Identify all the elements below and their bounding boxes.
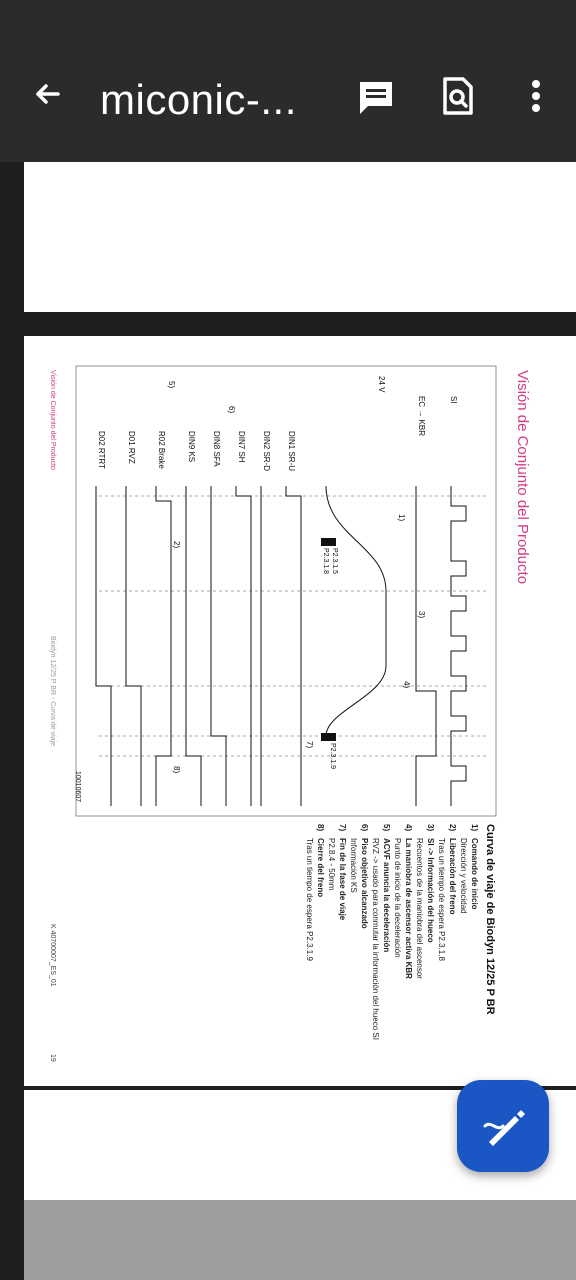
find-in-page-icon[interactable] (436, 74, 480, 118)
panel-item-number: 1) (470, 824, 479, 832)
panel-item-heading: ACVF anuncia la deceleración (382, 838, 391, 953)
panel-item (414, 824, 436, 1054)
panel-item-number: 4) (404, 824, 413, 832)
pdf-page-previous[interactable] (24, 162, 576, 312)
page-loading-placeholder (24, 1200, 576, 1280)
marker: 7) (305, 741, 314, 749)
signal-label: SI (449, 396, 458, 404)
footer-left: Visión de Conjunto del Producto (49, 370, 56, 470)
marker: 1) (397, 514, 406, 522)
panel-item (326, 824, 348, 1054)
panel-item-text: Información KS (349, 838, 358, 893)
footer-code: K 40700007_ES_01 (49, 924, 56, 987)
panel-item-heading: Cierre del freno (316, 838, 325, 898)
marker: 6) (227, 406, 236, 414)
signal-label: D02 RTRT (97, 431, 106, 469)
signal-label: DIN9 KS (187, 431, 196, 463)
panel-item-number: 5) (382, 824, 391, 832)
panel-item-text: Punto de inicio de la deceleración (393, 838, 402, 958)
panel-item-text: Tras un tiempo de espera P2.3.1.9 (305, 838, 314, 961)
edit-pen-icon (457, 1080, 549, 1172)
signal-label: DIN7 SH (237, 431, 246, 463)
panel-item-heading: Liberación del freno (448, 838, 457, 915)
panel-item-number: 2) (448, 824, 457, 832)
panel-item-number: 3) (426, 824, 435, 832)
panel-item (392, 824, 414, 1054)
marker: 4) (402, 681, 411, 689)
panel-item-heading: Comando de inicio (470, 838, 479, 910)
document-title: miconic-... (100, 76, 297, 123)
param-label: P2.3.1.8 (322, 548, 329, 575)
signal-label: DIN8 SFA (212, 431, 221, 467)
signal-label: DIN2 SR-D (262, 431, 271, 472)
panel-item (458, 824, 480, 1054)
comment-icon[interactable] (354, 74, 398, 118)
panel-item (348, 824, 370, 1054)
panel-item-heading: Piso objetivo alcanzado (360, 838, 369, 929)
app-bar (0, 0, 576, 162)
edit-fab-button[interactable] (457, 1080, 549, 1172)
param-label: P2.3.1.9 (329, 743, 336, 770)
marker: 8) (172, 766, 181, 774)
panel-item (370, 824, 392, 1054)
marker: 3) (417, 611, 426, 619)
page-heading: Visión de Conjunto del Producto (514, 370, 531, 585)
panel-item (436, 824, 458, 1054)
panel-item-number: 8) (316, 824, 325, 832)
back-arrow-icon[interactable] (28, 74, 68, 114)
explanation-panel (304, 824, 496, 1054)
signal-label: 24 V (377, 376, 386, 393)
page-number: 19 (49, 1054, 56, 1062)
signal-label: D01 RVZ (127, 431, 136, 464)
param-label: P2.3.1.5 (331, 548, 338, 575)
marker: 5) (167, 381, 176, 389)
panel-item-heading: La maniobra de ascensor activa KBR (404, 838, 413, 979)
signal-label: R02 Brake (157, 431, 166, 469)
panel-item-heading: SI -> Información del hueco (426, 838, 435, 943)
panel-item-text: Tras un tiempo de espera P2.3.1.8 (437, 838, 446, 961)
panel-item-text: Recuentos de la maniobra del ascensor (415, 838, 424, 979)
more-vert-icon[interactable] (514, 74, 558, 118)
panel-item-text: Dirección y velocidad (459, 838, 468, 914)
footer-middle: Biodyn 12/25 P BR - Curva de viaje (49, 636, 56, 746)
panel-item-number: 6) (360, 824, 369, 832)
panel-item-text: P2.8.4 - 50mm (327, 838, 336, 891)
panel-item (304, 824, 326, 1054)
panel-title: Curva de viaje de Biodyn 12/25 P BR (484, 824, 496, 1015)
signal-label: EC → KBR (417, 396, 426, 437)
rotated-page-content (24, 336, 576, 1086)
diagram-id: 10010607 (74, 771, 81, 803)
pdf-page-current[interactable] (24, 336, 576, 1086)
panel-item-number: 7) (338, 824, 347, 832)
panel-item-heading: Fin de la fase de viaje (338, 838, 347, 921)
marker: 2) (172, 541, 181, 549)
panel-item-text: RVZ -> usado para conmutar la información del hueco SI (371, 838, 380, 1040)
signal-label: DIN1 SR-U (287, 431, 296, 472)
